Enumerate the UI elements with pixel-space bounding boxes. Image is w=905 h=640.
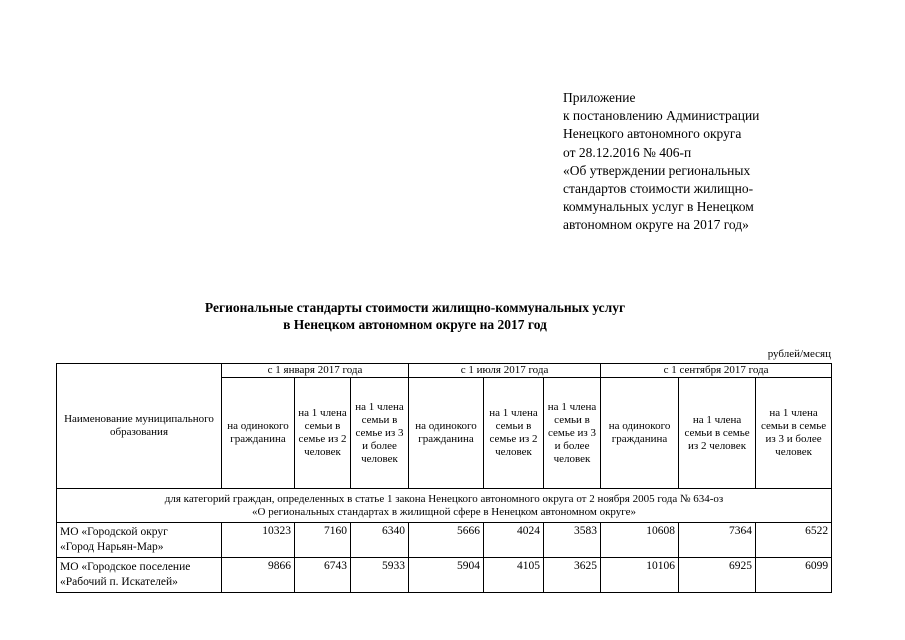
appendix-line: Ненецкого автономного округа — [563, 126, 742, 142]
period-header: с 1 сентября 2017 года — [601, 364, 832, 378]
value-cell: 7364 — [679, 523, 756, 558]
table-row — [57, 558, 832, 593]
column-header: на одинокого гражданина — [222, 378, 295, 489]
document-title — [100, 299, 730, 333]
value-cell: 10608 — [601, 523, 679, 558]
value-cell: 3625 — [544, 558, 601, 593]
value-cell: 6743 — [295, 558, 351, 593]
appendix-block — [563, 89, 759, 235]
category-row — [57, 489, 832, 523]
standards-table — [56, 363, 832, 593]
value-cell: 5666 — [409, 523, 484, 558]
column-header: на 1 члена семьи в семье из 2 человек — [295, 378, 351, 489]
municipality-name-line-1: МО «Городской округ — [60, 526, 168, 538]
value-cell: 7160 — [295, 523, 351, 558]
period-header: с 1 января 2017 года — [222, 364, 409, 378]
category-line-1: для категорий граждан, определенных в статье 1 закона Ненецкого автономного округа от 2 ноября 2005 года № 634-оз — [164, 492, 724, 505]
header-row-periods — [57, 364, 832, 378]
title-line-1: Региональные стандарты стоимости жилищно-коммунальных услуг — [204, 300, 626, 315]
column-header: на 1 члена семьи в семье из 2 человек — [679, 378, 756, 489]
appendix-line: от 28.12.2016 № 406-п — [563, 144, 692, 160]
category-cell — [57, 489, 832, 523]
appendix-line: коммунальных услуг в Ненецком — [563, 199, 754, 215]
appendix-line: «Об утверждении региональных — [563, 162, 751, 178]
value-cell: 6925 — [679, 558, 756, 593]
value-cell: 4105 — [484, 558, 544, 593]
column-header: на 1 члена семьи в семье из 3 и более человек — [544, 378, 601, 489]
municipality-name-line-2: «Рабочий п. Искателей» — [60, 576, 178, 588]
title-line-2: в Ненецком автономном округе на 2017 год — [283, 317, 547, 332]
municipality-name-line-1: МО «Городское поселение — [60, 561, 191, 573]
column-header: на 1 члена семьи в семье из 3 и более человек — [756, 378, 832, 489]
value-cell: 6340 — [351, 523, 409, 558]
value-cell: 4024 — [484, 523, 544, 558]
appendix-line: стандартов стоимости жилищно- — [563, 181, 754, 197]
column-header: на одинокого гражданина — [601, 378, 679, 489]
value-cell: 5933 — [351, 558, 409, 593]
value-cell: 6099 — [756, 558, 832, 593]
column-header: на одинокого гражданина — [409, 378, 484, 489]
value-cell: 10106 — [601, 558, 679, 593]
municipality-name-line-2: «Город Нарьян-Мар» — [60, 541, 164, 553]
appendix-line: к постановлению Администрации — [563, 108, 760, 124]
appendix-line: автономном округе на 2017 год» — [563, 217, 749, 233]
value-cell: 5904 — [409, 558, 484, 593]
appendix-line: Приложение — [563, 90, 636, 105]
column-header-name: Наименование муниципального образования — [57, 364, 222, 489]
category-line-2: «О региональных стандартах в жилищной сфере в Ненецком автономном округе» — [252, 505, 637, 518]
value-cell: 10323 — [222, 523, 295, 558]
column-header: на 1 члена семьи в семье из 2 человек — [484, 378, 544, 489]
table-row — [57, 523, 832, 558]
column-header: на 1 члена семьи в семье из 3 и более человек — [351, 378, 409, 489]
value-cell: 3583 — [544, 523, 601, 558]
period-header: с 1 июля 2017 года — [409, 364, 601, 378]
municipality-name — [57, 558, 222, 593]
value-cell: 9866 — [222, 558, 295, 593]
unit-label: рублей/месяц — [767, 348, 831, 360]
municipality-name — [57, 523, 222, 558]
value-cell: 6522 — [756, 523, 832, 558]
